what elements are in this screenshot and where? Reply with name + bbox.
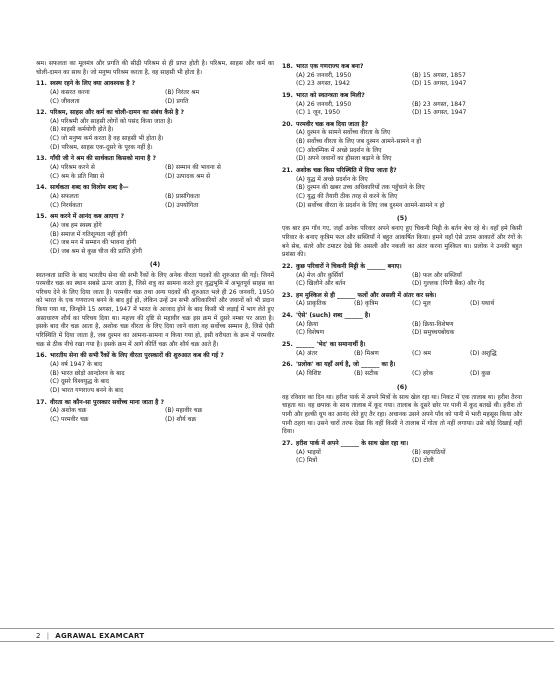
- answer-option: (B) दुश्मन की खबर उच्च अधिकारियों तक पहुँचाने के लिए: [296, 184, 425, 192]
- question-number: 21.: [282, 167, 293, 175]
- question-number: 27.: [282, 439, 293, 447]
- answer-options: [36, 164, 274, 181]
- page-number: 2: [36, 632, 41, 640]
- answer-option: (D) समुच्चयबोधक: [412, 329, 455, 337]
- question-number: 11.: [36, 80, 47, 88]
- answer-option: (D) शौर्य चक्र: [165, 415, 197, 423]
- question-block: [36, 155, 274, 181]
- answer-option: (B) महावीर चक्र: [165, 407, 203, 415]
- page-footer: [0, 628, 554, 642]
- answer-option: (C) मित्रों: [296, 457, 318, 465]
- passage-4: स्वतन्त्रता प्राप्ति के बाद भारतीय सेना की सभी रैंकों के लिए अनेक वीरता पदकों की शुरुआत की गई। जिनमें परमवीर चक्र का स्थान सबसे ऊपर आता है, जिसे शत्रु का सामना करते हुए युद्धभूमि में अभूतपूर्व साहस का परिचय देने के लिए दिया जाता है। परमवीर चक्र तथा अन्य पदकों की शुरुआत भले ही 26 जनवरी, 1950 को भारत के एक गणराज्य बनने के बाद हुई हो, लेकिन उन्हें उन सभी अधिकारियों और जवानों को भी प्रदान किया गया था, जिन्होंने 15 अगस्त, 1947 में भारत के आजाद होने के बाद किसी भी लड़ाई में भाग लेते हुए असाधारण शौर्य का परिचय दिया था। महत्त्व की दृष्टि से महावीर चक्र इस क्रम में दूसरे नम्बर पर आता है। इसके बाद वीर चक्र आता है, अशोक चक्र वीरता के लिए दिया जाने वाला वह सर्वोच्च सम्मान है, जिसे ऐसी परिस्थिति में दिया जाता है, जब दुश्मन का आमना-सामना न किया गया हो, इसी वरीयता के क्रम में परमवीर चक्र से ठीक नीचे रखा गया है। इसके क्रम में आगे कीर्ति चक्र और शौर्य चक्र आते हैं।: [36, 271, 274, 348]
- question-prompt: 'प्रलोक' का यहाँ अर्थ है, जो ______ का है।: [296, 361, 396, 369]
- answer-option: (A) प्राकृतिक: [296, 300, 327, 308]
- answer-options: [282, 449, 522, 466]
- answer-option: (C) खिलौने और बर्तन: [296, 280, 346, 288]
- answer-options: [36, 89, 274, 106]
- question-text: [36, 80, 274, 89]
- answer-option: (A) अशोक चक्र: [50, 407, 87, 415]
- section-5-heading: (5): [396, 214, 408, 223]
- answer-option: (B) फल और सब्जियाँ: [412, 271, 462, 279]
- answer-option: (C) मूल: [412, 300, 431, 308]
- question-prompt: ______ 'भेद' का समानार्थी है।: [296, 341, 366, 349]
- answer-option: (D) कुछ: [470, 369, 491, 377]
- answer-options: [282, 176, 522, 211]
- question-block: [36, 352, 274, 395]
- answer-option: (A) भाइयों: [296, 448, 321, 456]
- passage-5: एक बार हम गाँव गए, जहाँ अनेक परिवार अपने बनाए हुए चिकनी मिट्टी के बर्तन बेच रहे थे। वहाँ हमे किसी परिवार के बनाए कृत्रिम फल और सब्जियाँ ने बहुत आकर्षित किया। हमने वहाँ ऐसे उत्तम आकारों और रंगों के बने सेब, संतरे और टमाटर देखे कि असली और नकली का अंतर करना मुश्किल था। प्रलोक ने उनकी बहुत प्रशंसा की।: [282, 225, 522, 259]
- answer-option: (A) 26 जनवरी, 1950: [296, 100, 352, 108]
- question-block: [282, 121, 522, 164]
- question-block: [36, 399, 274, 425]
- answer-option: (B) सम्मान की भावना से: [165, 164, 221, 172]
- question-text: [36, 184, 274, 193]
- question-prompt: भारत एक गणराज्य कब बना?: [296, 63, 364, 70]
- answer-option: (A) मेज और कुर्सियाँ: [296, 271, 344, 279]
- question-number: 17.: [36, 398, 47, 406]
- question-number: 25.: [282, 341, 293, 349]
- answer-option: (D) परिश्रम, साहस एक-दूसरे के पूरक नहीं है।: [50, 143, 153, 151]
- answer-option: (A) युद्ध में अच्छे प्रदर्शन के लिए: [296, 175, 368, 183]
- question-group-a: [282, 63, 522, 210]
- answer-option: (A) दुश्मन के सामने सर्वोच्च वीरता के लिए: [296, 129, 391, 137]
- answer-option: (D) भारत गणराज्य बनने के बाद: [50, 386, 124, 394]
- question-group-c: [282, 440, 522, 466]
- question-prompt: श्रम करने में आनंद कब आएगा ?: [50, 213, 125, 221]
- answer-options: [282, 321, 522, 338]
- question-group-a: [36, 80, 274, 256]
- passage-6: वह रविवार का दिन था। हरीश पार्क में अपने मित्रों के साथ खेल रहा था। निकट में एक तालाब था। हरीश तैरना चाहता था। वह छपाक के साथ तालाब में कूद गया। तालाब के दूसरे छोर पर पानी में कूद बतखें थी। हरीश तो पानी और हल्की धूप का आनंद लेते हुए तैर रहा। अचानक उसने अपने पाँव को पानी में भारी महसूस किया और पानी ठहरा था। उसने चारों तरफ देखा कि वहीं किसी ने तालाब में गोता तो नहीं लगाया। उसे कोई दिखाई नहीं दिया।: [282, 393, 522, 436]
- question-block: [282, 292, 522, 309]
- question-number: 26.: [282, 361, 293, 369]
- answer-option: (C) विशेषण: [296, 329, 324, 337]
- question-block: [282, 440, 522, 466]
- question-block: [36, 184, 274, 210]
- question-group-b: [36, 352, 274, 424]
- question-text: [36, 399, 274, 408]
- answer-option: (D) अपने जवानों का हौसला बढ़ाने के लिए: [296, 155, 392, 163]
- question-block: [36, 80, 274, 106]
- question-block: [282, 63, 522, 89]
- answer-option: (D) सर्वोच्च वीरता के प्रदर्शन के लिए जब दुश्मन आमने-सामने न हो: [296, 201, 445, 209]
- answer-option: (C) परमवीर चक्र: [50, 415, 89, 423]
- answer-option: (B) सटीक: [354, 369, 379, 377]
- answer-option: (C) दूसरे विश्वयुद्ध के बाद: [50, 378, 109, 386]
- answer-options: [282, 370, 522, 379]
- question-number: 23.: [282, 291, 293, 299]
- answer-option: (D) टोली: [412, 457, 434, 465]
- question-block: [282, 92, 522, 118]
- answer-options: [282, 72, 522, 89]
- answer-option: (C) युद्ध की तैयारी ठीक तरह से करने के लिए: [296, 192, 398, 200]
- brand-logo-prefix: AGRAWAL: [55, 632, 100, 640]
- question-block: [282, 263, 522, 289]
- answer-options: [36, 361, 274, 396]
- question-block: [282, 312, 522, 338]
- answer-option: (C) निरर्थकता: [50, 201, 83, 209]
- answer-option: (A) सफलता: [50, 192, 79, 200]
- answer-option: (D) 15 अगस्त, 1947: [412, 80, 467, 88]
- answer-options: [282, 300, 522, 309]
- answer-option: (B) निरंतर श्रम: [165, 88, 200, 96]
- answer-option: (C) जब मन में सम्मान की भावना होगी: [50, 239, 137, 247]
- question-text: [36, 155, 274, 164]
- question-number: 12.: [36, 109, 47, 117]
- question-text: [282, 167, 522, 176]
- question-block: [282, 167, 522, 210]
- answer-option: (B) 15 अगस्त, 1857: [412, 71, 466, 79]
- question-text: [282, 92, 522, 101]
- answer-option: (C) श्रम: [412, 349, 431, 357]
- answer-option: (A) जब हम स्वस्थ होंगे: [50, 221, 102, 229]
- question-text: [282, 312, 522, 321]
- question-text: [282, 63, 522, 72]
- question-prompt: भारतीय सेना की सभी रैंकों के लिए वीरता पुरस्कारों की शुरुआत कब की गई ?: [50, 352, 224, 360]
- question-number: 22.: [282, 262, 293, 270]
- answer-options: [36, 222, 274, 257]
- question-number: 20.: [282, 120, 293, 128]
- question-text: [282, 440, 522, 449]
- question-text: [282, 341, 522, 350]
- answer-option: (A) क्रिया: [296, 320, 319, 328]
- answer-option: (B) भारत छोड़ो आन्दोलन के बाद: [50, 369, 125, 377]
- question-prompt: 'ऐसे' (such) शब्द ______ है।: [296, 312, 371, 320]
- answer-option: (A) परिश्रम करने से: [50, 164, 95, 172]
- answer-options: [36, 118, 274, 153]
- answer-option: (B) सर्वोच्च वीरता के लिए जब दुश्मन आमने-सामने न हो: [296, 138, 422, 146]
- question-text: [36, 109, 274, 118]
- section-6-heading: (6): [396, 382, 408, 391]
- question-prompt: वीरता का कौन-सा पुरस्कार सर्वोच्च माना जाता है ?: [50, 398, 165, 406]
- answer-option: (D) जब श्रम से कुछ चीज की प्राप्ति होगी: [50, 247, 142, 255]
- answer-option: (B) क्रिया-विशेषण: [412, 320, 454, 328]
- question-number: 24.: [282, 312, 293, 320]
- answer-option: (A) परिश्रमी और साहसी लोगों को पसंद किया जाता है।: [50, 117, 173, 125]
- question-number: 15.: [36, 213, 47, 221]
- answer-option: (B) समाज में गतिशून्यता नहीं होगी: [50, 230, 128, 238]
- answer-options: [36, 407, 274, 424]
- answer-options: [282, 350, 522, 359]
- answer-option: (B) सहपाठियों: [412, 448, 446, 456]
- question-prompt: परिश्रम, साहस और कर्म का चोली-दामन का संबंध कैसे है ?: [50, 109, 185, 117]
- question-number: 13.: [36, 155, 47, 163]
- section-4-heading: (4): [149, 260, 161, 269]
- answer-option: (B) 23 अगस्त, 1847: [412, 100, 466, 108]
- question-text: [282, 263, 522, 272]
- answer-option: (A) अंतर: [296, 349, 318, 357]
- answer-option: (A) कसरत करना: [50, 88, 90, 96]
- question-block: [282, 341, 522, 358]
- question-group-b: [282, 263, 522, 379]
- answer-option: (D) प्रगति: [165, 97, 189, 105]
- question-text: [36, 352, 274, 361]
- answer-option: (C) 23 अगस्त, 1942: [296, 80, 350, 88]
- answer-option: (B) मिश्रण: [354, 349, 379, 357]
- question-text: [282, 361, 522, 370]
- answer-option: (B) कृत्रिम: [354, 300, 379, 308]
- answer-option: (D) 15 अगस्त, 1947: [412, 109, 467, 117]
- intro-paragraph: श्रम। सफलता का मूलमंत्र और प्रगति की सीढ़ी परिश्रम से ही प्राप्त होती है। परिश्रम, साहस और कर्म का चोली-दामन का साथ है। जो मनुष्य परिश्रम करता है, वह साहसी भी होता है।: [36, 60, 274, 76]
- question-number: 14.: [36, 184, 47, 192]
- question-number: 16.: [36, 352, 47, 360]
- question-block: [36, 109, 274, 152]
- answer-option: (C) ओलम्पिक में अच्छे प्रदर्शन के लिए: [296, 146, 382, 154]
- question-block: [282, 361, 522, 378]
- question-prompt: सार्थकता शब्द का विलोम शब्द है—: [50, 184, 129, 192]
- answer-option: (D) अशुद्धि: [470, 349, 497, 357]
- answer-option: (C) 1 जून, 1950: [296, 109, 341, 117]
- answer-option: (C) जो मनुष्य कर्म करता है वह साहसी भी होता है।: [50, 135, 164, 143]
- question-prompt: गाँधी जी ने श्रम की सार्थकता किसको माना है ?: [50, 155, 157, 163]
- question-number: 19.: [282, 91, 293, 99]
- brand-logo-suffix: EXAMCART: [99, 632, 145, 640]
- question-text: [36, 213, 274, 222]
- answer-option: (C) श्रम के प्रति निष्ठा से: [50, 172, 105, 180]
- right-column: [282, 60, 522, 466]
- question-prompt: हरीश पार्क में अपने ______ के साथ खेल रहा था।: [296, 439, 409, 447]
- question-prompt: परमवीर चक्र कब दिया जाता है?: [296, 120, 369, 128]
- question-prompt: स्वस्थ रहने के लिए क्या आवश्यक है ?: [50, 80, 136, 88]
- answer-option: (D) उत्पादक श्रम से: [165, 172, 211, 180]
- answer-option: (D) उपयोगिता: [165, 201, 199, 209]
- answer-option: (A) 26 जनवरी, 1950: [296, 71, 352, 79]
- answer-options: [282, 272, 522, 289]
- question-prompt: कुछ परिवारों ने चिकनी मिट्टी के ______ बनाए।: [296, 262, 402, 270]
- footer-separator: |: [46, 632, 50, 640]
- answer-option: (D) यथार्थ: [470, 300, 495, 308]
- answer-option: (D) गुल्लक (पिगी बैंक) और गेंद: [412, 280, 485, 288]
- answer-option: (A) विशिष्ट: [296, 369, 322, 377]
- question-block: [36, 213, 274, 256]
- answer-option: (C) जीवलता: [50, 97, 80, 105]
- answer-option: (B) प्रासंगिकता: [165, 192, 200, 200]
- question-prompt: भारत को स्वतन्त्रता कब मिली?: [296, 91, 365, 99]
- question-prompt: अशोक चक्र किस परिस्थिति में दिया जाता है?: [296, 167, 397, 175]
- answer-option: (B) साहसी कर्मयोगी होते है।: [50, 126, 114, 134]
- question-number: 18.: [282, 63, 293, 70]
- left-column: [36, 60, 274, 424]
- answer-option: (A) वर्ष 1947 के बाद: [50, 360, 103, 368]
- answer-options: [36, 193, 274, 210]
- answer-options: [282, 129, 522, 164]
- answer-option: (C) हरेक: [412, 369, 434, 377]
- answer-options: [282, 101, 522, 118]
- question-prompt: हम मुश्किल से ही ______ फलों और असली में अंतर कर सके।: [296, 291, 437, 299]
